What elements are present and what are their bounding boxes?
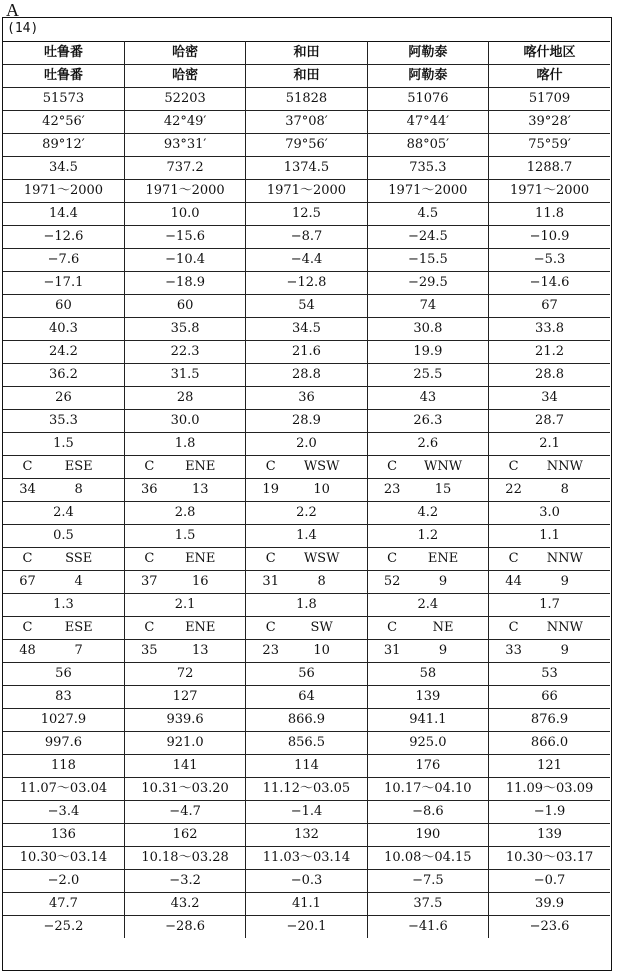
cell-part-first: C [387,459,398,474]
cell-part-first: C [22,459,33,474]
table-cell-pair [124,571,245,594]
table-cell: 2.6 [367,433,488,456]
table-cell-pair [489,571,610,594]
table-cell: 93°31′ [124,134,245,157]
table-cell-pair [489,617,610,640]
table-cell-pair [367,571,488,594]
table-cell-pair [489,548,610,571]
cell-part-first: C [22,551,33,566]
table-row [3,847,610,870]
table-cell: 42°49′ [124,111,245,134]
station-name-cell: 喀什 [489,65,610,88]
station-table [3,41,610,938]
page-letter: A [6,0,19,20]
table-row [3,180,610,203]
table-cell: 10.08～04.15 [367,847,488,870]
table-cell: 66 [489,686,610,709]
table-cell: 53 [489,663,610,686]
table-row [3,42,610,65]
table-cell-pair [246,571,367,594]
table-cell: 139 [489,824,610,847]
table-cell: 60 [3,295,124,318]
table-cell: 21.6 [246,341,367,364]
table-cell-pair [367,617,488,640]
table-cell: −4.7 [124,801,245,824]
table-cell: 121 [489,755,610,778]
table-cell: −1.9 [489,801,610,824]
cell-part-second: WSW [303,551,340,566]
table-row [3,916,610,939]
table-cell: 22.3 [124,341,245,364]
table-cell: 1.3 [3,594,124,617]
table-cell-pair [367,640,488,663]
table-row [3,732,610,755]
table-cell: −25.2 [3,916,124,939]
table-cell: 2.1 [489,433,610,456]
table-cell: 83 [3,686,124,709]
station-name-cell: 阿勒泰 [367,65,488,88]
table-cell: 2.4 [367,594,488,617]
table-cell: 1.5 [124,525,245,548]
table-cell: 35.3 [3,410,124,433]
table-cell: 36 [246,387,367,410]
table-cell: 941.1 [367,709,488,732]
cell-part-first: 35 [141,643,158,658]
table-cell: 39°28′ [489,111,610,134]
table-cell: 43.2 [124,893,245,916]
station-name-cell: 吐鲁番 [3,65,124,88]
table-cell-pair [367,456,488,479]
table-cell: 51076 [367,88,488,111]
cell-part-second: 8 [560,482,569,497]
cell-part-first: 33 [505,643,522,658]
table-cell-pair [124,456,245,479]
table-row [3,364,610,387]
cell-part-second: 8 [74,482,83,497]
table-cell-pair [3,456,124,479]
table-cell: 64 [246,686,367,709]
table-cell: 0.5 [3,525,124,548]
table-cell: 79°56′ [246,134,367,157]
table-cell: 1288.7 [489,157,610,180]
table-cell: 2.8 [124,502,245,525]
table-row [3,870,610,893]
cell-part-second: NNW [546,620,583,635]
table-cell: 866.0 [489,732,610,755]
table-cell: 10.0 [124,203,245,226]
table-cell: 25.5 [367,364,488,387]
table-cell-pair [246,640,367,663]
table-cell: 1971～2000 [3,180,124,203]
cell-part-first: C [265,459,276,474]
station-name-cell: 哈密 [124,65,245,88]
table-cell: 88°05′ [367,134,488,157]
table-row [3,433,610,456]
table-cell: 1374.5 [246,157,367,180]
table-cell: −12.6 [3,226,124,249]
table-row [3,341,610,364]
cell-part-second: NNW [546,551,583,566]
table-cell: −10.9 [489,226,610,249]
table-cell-pair [124,640,245,663]
table-row [3,686,610,709]
table-cell: −1.4 [246,801,367,824]
cell-part-first: C [387,551,398,566]
table-cell: 28.7 [489,410,610,433]
table-cell: 21.2 [489,341,610,364]
table-cell: 11.8 [489,203,610,226]
table-cell: 10.31～03.20 [124,778,245,801]
cell-part-first: 23 [383,482,401,497]
table-cell-pair [246,456,367,479]
cell-part-first: 31 [383,643,401,658]
table-row [3,502,610,525]
table-cell-pair [3,640,124,663]
cell-part-second: NE [432,620,454,635]
table-cell: 37°08′ [246,111,367,134]
table-row [3,548,610,571]
cell-part-first: C [508,551,519,566]
table-cell: −7.6 [3,249,124,272]
cell-part-first: C [508,620,519,635]
cell-part-second: 9 [438,574,448,589]
cell-part-second: 13 [191,643,209,658]
table-cell: 1027.9 [3,709,124,732]
table-cell: 28.8 [489,364,610,387]
table-cell: 4.5 [367,203,488,226]
cell-part-second: 10 [313,643,330,658]
table-row [3,410,610,433]
table-cell: 132 [246,824,367,847]
cell-part-second: WSW [303,459,340,474]
table-row [3,134,610,157]
table-cell: 51573 [3,88,124,111]
cell-part-second: ENE [185,459,216,474]
table-row [3,824,610,847]
table-cell: 19.9 [367,341,488,364]
table-cell: 34 [489,387,610,410]
table-cell: 11.07～03.04 [3,778,124,801]
cell-part-first: C [508,459,519,474]
table-cell: 876.9 [489,709,610,732]
table-cell: 43 [367,387,488,410]
table-cell: 939.6 [124,709,245,732]
table-cell: 72 [124,663,245,686]
table-row [3,65,610,88]
table-cell: 1.8 [246,594,367,617]
table-cell: 118 [3,755,124,778]
table-cell: −2.0 [3,870,124,893]
table-row [3,617,610,640]
table-cell: 1.2 [367,525,488,548]
cell-part-first: 44 [505,574,522,589]
table-cell: 127 [124,686,245,709]
table-cell: 10.30～03.17 [489,847,610,870]
table-cell: 47°44′ [367,111,488,134]
cell-part-second: SW [310,620,333,635]
table-cell: 2.1 [124,594,245,617]
cell-part-second: 4 [74,574,83,589]
table-cell: 24.2 [3,341,124,364]
table-cell-pair [3,479,124,502]
table-cell: 139 [367,686,488,709]
table-cell: 1.8 [124,433,245,456]
table-cell: 37.5 [367,893,488,916]
station-name-cell: 和田 [246,42,367,65]
table-row [3,663,610,686]
station-name-cell: 吐鲁番 [3,42,124,65]
table-cell-pair [3,617,124,640]
table-cell: −8.7 [246,226,367,249]
table-row [3,456,610,479]
table-cell: 39.9 [489,893,610,916]
table-cell: −41.6 [367,916,488,939]
table-cell: 921.0 [124,732,245,755]
table-cell: 997.6 [3,732,124,755]
table-cell: −12.8 [246,272,367,295]
table-cell: 33.8 [489,318,610,341]
table-cell: −15.5 [367,249,488,272]
table-cell: 75°59′ [489,134,610,157]
table-label: (14) [7,21,39,36]
table-cell: 11.12～03.05 [246,778,367,801]
table-cell: 11.09～03.09 [489,778,610,801]
cell-part-second: WNW [423,459,463,474]
table-cell: −8.6 [367,801,488,824]
table-cell: 737.2 [124,157,245,180]
table-cell: −0.3 [246,870,367,893]
table-cell: 10.30～03.14 [3,847,124,870]
table-row [3,387,610,410]
table-cell: −24.5 [367,226,488,249]
table-cell-pair [124,617,245,640]
table-cell: 1.5 [3,433,124,456]
table-cell-pair [246,479,367,502]
climate-data-table [2,17,612,971]
table-cell: 60 [124,295,245,318]
table-cell: 40.3 [3,318,124,341]
table-cell: 866.9 [246,709,367,732]
cell-part-second: ESE [64,620,93,635]
table-row [3,295,610,318]
cell-part-first: C [144,459,155,474]
cell-part-second: 10 [313,482,330,497]
table-cell-pair [124,479,245,502]
cell-part-first: C [144,551,155,566]
table-cell: 2.0 [246,433,367,456]
table-cell: 12.5 [246,203,367,226]
table-cell-pair [367,479,488,502]
table-cell: 1971～2000 [246,180,367,203]
table-cell: 74 [367,295,488,318]
table-cell-pair [489,479,610,502]
table-row [3,226,610,249]
table-cell: 11.03～03.14 [246,847,367,870]
table-cell: −4.4 [246,249,367,272]
table-cell: 89°12′ [3,134,124,157]
table-cell: 2.4 [3,502,124,525]
table-row [3,594,610,617]
table-cell: 51828 [246,88,367,111]
table-cell: 51709 [489,88,610,111]
table-cell: 2.2 [246,502,367,525]
table-row [3,801,610,824]
cell-part-second: 7 [74,643,83,658]
cell-part-first: C [265,620,276,635]
cell-part-first: 48 [19,643,36,658]
cell-part-second: 9 [438,643,448,658]
cell-part-second: SSE [65,551,93,566]
station-name-cell: 阿勒泰 [367,42,488,65]
table-cell: −23.6 [489,916,610,939]
cell-part-second: 9 [560,574,569,589]
table-cell: −15.6 [124,226,245,249]
table-row [3,525,610,548]
table-cell: 58 [367,663,488,686]
table-row [3,755,610,778]
table-cell: −29.5 [367,272,488,295]
table-cell-pair [367,548,488,571]
table-cell: 1971～2000 [124,180,245,203]
table-cell-pair [3,571,124,594]
table-row [3,249,610,272]
station-name-cell: 和田 [246,65,367,88]
table-cell: 735.3 [367,157,488,180]
table-row [3,640,610,663]
cell-part-second: ENE [427,551,459,566]
table-cell: 10.18～03.28 [124,847,245,870]
table-cell: 162 [124,824,245,847]
table-row [3,709,610,732]
cell-part-first: C [22,620,33,635]
table-cell: 35.8 [124,318,245,341]
table-cell: 52203 [124,88,245,111]
table-cell: 31.5 [124,364,245,387]
cell-part-second: 13 [191,482,209,497]
table-row [3,893,610,916]
station-name-cell: 喀什地区 [489,42,610,65]
table-row [3,203,610,226]
table-cell: 1.7 [489,594,610,617]
table-cell: 56 [3,663,124,686]
cell-part-first: C [144,620,155,635]
table-row [3,157,610,180]
table-cell: 47.7 [3,893,124,916]
cell-part-first: 52 [383,574,401,589]
table-cell: 136 [3,824,124,847]
table-cell: 114 [246,755,367,778]
table-cell: 14.4 [3,203,124,226]
table-cell: −10.4 [124,249,245,272]
table-cell: 30.0 [124,410,245,433]
cell-part-second: 9 [560,643,569,658]
table-cell: 190 [367,824,488,847]
table-cell: 10.17～04.10 [367,778,488,801]
table-row [3,111,610,134]
table-row [3,88,610,111]
table-cell: −5.3 [489,249,610,272]
table-cell: 3.0 [489,502,610,525]
table-cell-pair [489,640,610,663]
table-cell: 925.0 [367,732,488,755]
table-cell-pair [3,548,124,571]
table-cell: 36.2 [3,364,124,387]
table-row [3,318,610,341]
table-cell: 28 [124,387,245,410]
cell-part-first: 23 [262,643,279,658]
table-cell-pair [489,456,610,479]
table-cell-pair [124,548,245,571]
table-cell: 141 [124,755,245,778]
table-cell: 26.3 [367,410,488,433]
table-cell: 42°56′ [3,111,124,134]
cell-part-first: 67 [19,574,36,589]
table-cell: 1.4 [246,525,367,548]
table-cell: −7.5 [367,870,488,893]
cell-part-first: 34 [19,482,36,497]
table-cell: 1971～2000 [367,180,488,203]
table-cell: 34.5 [246,318,367,341]
table-cell: −14.6 [489,272,610,295]
table-row [3,272,610,295]
cell-part-second: 16 [191,574,209,589]
cell-part-first: C [387,620,398,635]
table-cell: 28.8 [246,364,367,387]
table-cell: −28.6 [124,916,245,939]
table-cell: 34.5 [3,157,124,180]
cell-part-first: 19 [262,482,279,497]
table-cell: −3.4 [3,801,124,824]
cell-part-second: 15 [434,482,452,497]
cell-part-first: 31 [262,574,279,589]
table-cell: −18.9 [124,272,245,295]
cell-part-second: 8 [317,574,326,589]
cell-part-first: C [265,551,276,566]
table-cell: 28.9 [246,410,367,433]
table-cell: 30.8 [367,318,488,341]
cell-part-first: 37 [141,574,158,589]
table-cell: −3.2 [124,870,245,893]
table-cell: 56 [246,663,367,686]
table-row [3,479,610,502]
cell-part-second: ENE [185,620,216,635]
table-cell: −20.1 [246,916,367,939]
table-cell: −17.1 [3,272,124,295]
table-row [3,571,610,594]
station-name-cell: 哈密 [124,42,245,65]
cell-part-second: ENE [185,551,216,566]
table-cell: 1971～2000 [489,180,610,203]
table-cell: 176 [367,755,488,778]
table-cell: 54 [246,295,367,318]
cell-part-first: 22 [505,482,522,497]
table-cell: −0.7 [489,870,610,893]
table-cell: 67 [489,295,610,318]
table-cell: 856.5 [246,732,367,755]
table-cell-pair [246,548,367,571]
table-cell: 41.1 [246,893,367,916]
cell-part-second: NNW [546,459,583,474]
table-cell: 1.1 [489,525,610,548]
table-cell: 4.2 [367,502,488,525]
cell-part-first: 36 [141,482,158,497]
cell-part-second: ESE [64,459,93,474]
table-cell-pair [246,617,367,640]
table-row [3,778,610,801]
table-body [3,42,610,939]
table-cell: 26 [3,387,124,410]
